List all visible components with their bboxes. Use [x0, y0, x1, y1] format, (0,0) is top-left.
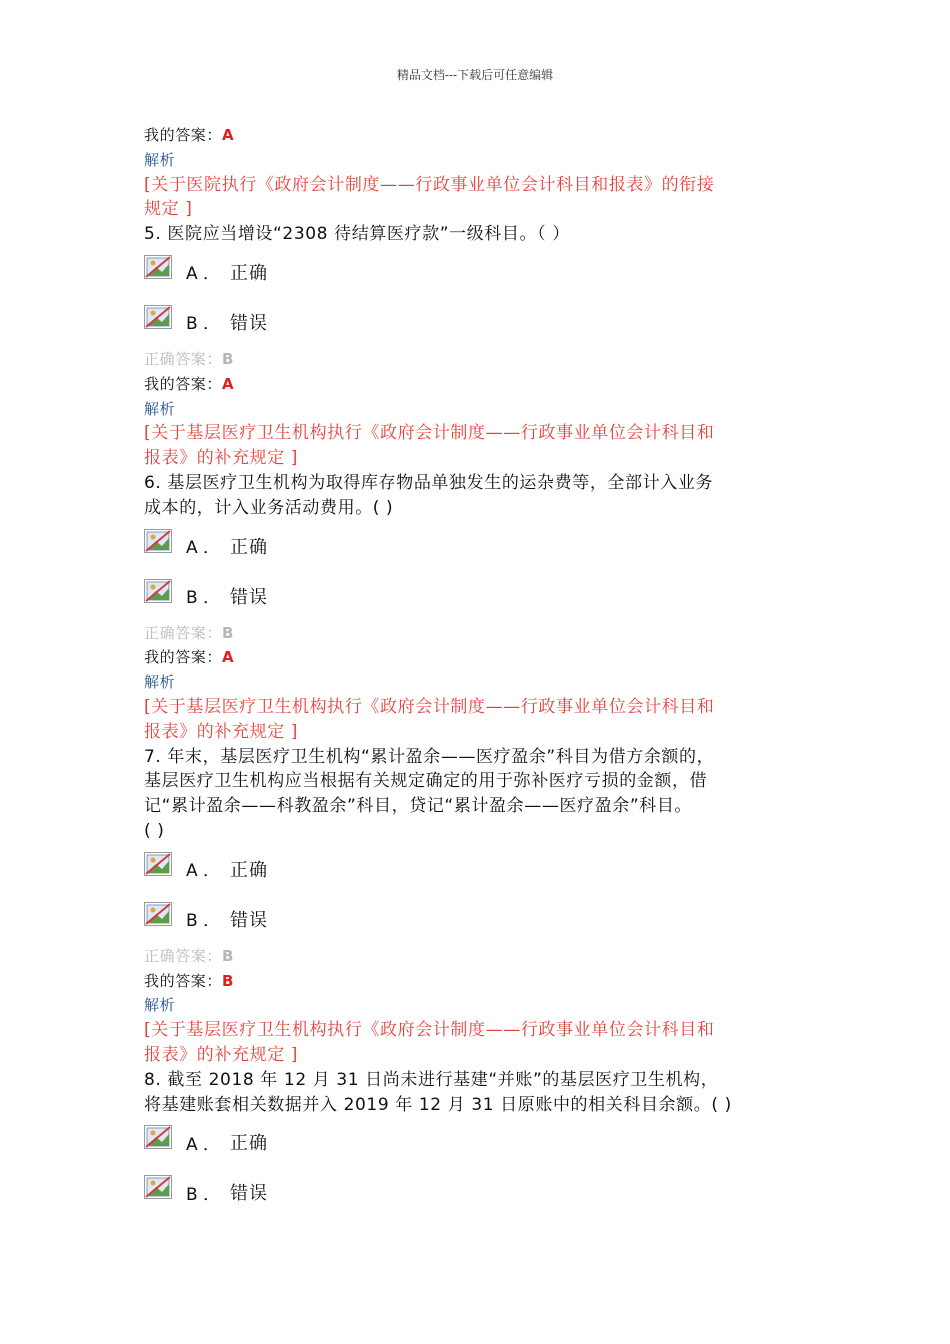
correct-answer-label: 正确答案：: [144, 349, 223, 368]
reference-line[interactable]: 报表》的补充规定 ]: [144, 1044, 299, 1065]
analysis-link[interactable]: 解析: [144, 996, 176, 1015]
reference-line[interactable]: [关于基层医疗卫生机构执行《政府会计制度——行政事业单位会计科目和: [144, 423, 715, 444]
option-b[interactable]: [144, 1167, 824, 1217]
question-text: 5. 医院应当增设“2308 待结算医疗款”一级科目。（ ）: [144, 224, 570, 245]
option-label: 正确: [230, 859, 268, 881]
correct-answer-value: B: [222, 349, 235, 368]
question-text: 基层医疗卫生机构应当根据有关规定确定的用于弥补医疗亏损的金额，借: [144, 771, 708, 792]
option-b[interactable]: [144, 297, 824, 347]
my-answer-label: 我的答案：: [144, 971, 223, 990]
option-b[interactable]: [144, 894, 824, 944]
broken-image-icon: [144, 1125, 172, 1149]
option-b[interactable]: [144, 571, 824, 621]
correct-answer-value: B: [222, 623, 235, 642]
reference-line[interactable]: 报表》的补充规定 ]: [144, 721, 299, 742]
correct-answer-row: [144, 347, 824, 372]
my-answer-value: A: [222, 374, 235, 393]
question-text: 记“累计盈余——科教盈余”科目，贷记“累计盈余——医疗盈余”科目。: [144, 796, 693, 817]
question-text: 将基建账套相关数据并入 2019 年 12 月 31 日原账中的相关科目余额。( ): [144, 1094, 732, 1115]
broken-image-icon: [144, 255, 172, 279]
option-a[interactable]: [144, 247, 824, 297]
reference-line[interactable]: 规定 ]: [144, 199, 193, 220]
question-text: ( ): [144, 820, 165, 841]
option-label: 错误: [230, 586, 268, 608]
correct-answer-label: 正确答案：: [144, 946, 223, 965]
option-letter: A ．: [186, 538, 221, 559]
correct-answer-row: [144, 944, 824, 969]
correct-answer-label: 正确答案：: [144, 623, 223, 642]
broken-image-icon: [144, 852, 172, 876]
question-text: 8. 截至 2018 年 12 月 31 日尚未进行基建“并账”的基层医疗卫生机构，: [144, 1069, 719, 1090]
option-label: 错误: [230, 909, 268, 931]
option-letter: A ．: [186, 1134, 221, 1155]
analysis-link[interactable]: 解析: [144, 673, 176, 692]
reference-line[interactable]: [关于基层医疗卫生机构执行《政府会计制度——行政事业单位会计科目和: [144, 696, 715, 717]
my-answer-value: A: [222, 126, 235, 144]
option-a[interactable]: [144, 844, 824, 894]
broken-image-icon: [144, 1175, 172, 1199]
broken-image-icon: [144, 579, 172, 603]
my-answer-label: 我的答案：: [144, 648, 223, 667]
document-body: [144, 123, 824, 1217]
reference-line[interactable]: [关于基层医疗卫生机构执行《政府会计制度——行政事业单位会计科目和: [144, 1020, 715, 1041]
reference-line[interactable]: [关于医院执行《政府会计制度——行政事业单位会计科目和报表》的衔接: [144, 174, 715, 195]
my-answer-label: 我的答案：: [144, 126, 223, 144]
option-a[interactable]: [144, 521, 824, 571]
reference-line[interactable]: 报表》的补充规定 ]: [144, 448, 299, 469]
option-label: 正确: [230, 1133, 268, 1155]
option-letter: B ．: [186, 314, 221, 335]
my-answer-row: [144, 123, 824, 148]
my-answer-row: [144, 372, 824, 397]
question-text: 成本的，计入业务活动费用。( ): [144, 497, 394, 518]
my-answer-value: A: [222, 648, 235, 667]
correct-answer-value: B: [222, 946, 235, 965]
question-text: 7. 年末，基层医疗卫生机构“累计盈余——医疗盈余”科目为借方余额的，: [144, 746, 715, 767]
broken-image-icon: [144, 902, 172, 926]
correct-answer-row: [144, 621, 824, 646]
option-label: 正确: [230, 536, 268, 558]
option-letter: B ．: [186, 911, 221, 932]
option-label: 错误: [230, 1183, 268, 1205]
option-label: 正确: [230, 262, 268, 284]
broken-image-icon: [144, 529, 172, 553]
analysis-link[interactable]: 解析: [144, 150, 176, 169]
my-answer-label: 我的答案：: [144, 374, 223, 393]
analysis-link[interactable]: 解析: [144, 399, 176, 418]
page-header: 精品文档---下载后可任意编辑: [396, 68, 554, 82]
option-label: 错误: [230, 312, 268, 334]
option-letter: A ．: [186, 861, 221, 882]
question-text: 6. 基层医疗卫生机构为取得库存物品单独发生的运杂费等，全部计入业务: [144, 472, 714, 493]
option-letter: B ．: [186, 1184, 221, 1205]
option-letter: B ．: [186, 588, 221, 609]
option-letter: A ．: [186, 264, 221, 285]
broken-image-icon: [144, 305, 172, 329]
my-answer-row: [144, 969, 824, 994]
my-answer-row: [144, 645, 824, 670]
option-a[interactable]: [144, 1117, 824, 1167]
my-answer-value: B: [222, 971, 235, 990]
